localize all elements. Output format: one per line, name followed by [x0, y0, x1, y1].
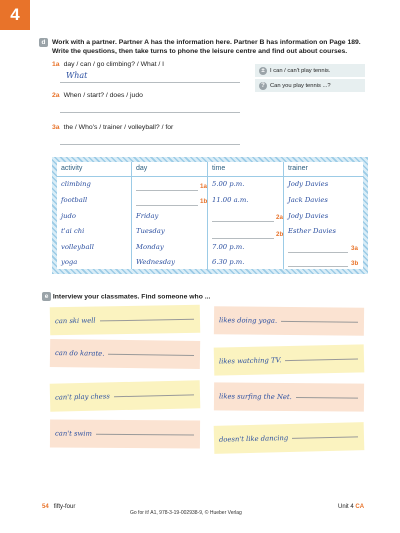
ref-label: 2b [276, 231, 284, 238]
blank-day[interactable] [136, 190, 198, 191]
header-trainer: trainer [288, 165, 308, 172]
task-e-instruction: e Interview your classmates. Find someone who ... [42, 292, 210, 301]
answer-1a-text: What [66, 71, 88, 80]
note-card[interactable]: can't swim [50, 419, 200, 448]
plus-minus-icon: ± [259, 67, 267, 75]
cell-day: Monday [136, 243, 164, 251]
blank-day[interactable] [136, 205, 198, 206]
header-time: time [212, 165, 226, 172]
ref-label: 2a [276, 214, 283, 221]
cell-time: 7.00 p.m. [212, 243, 245, 251]
cell-trainer: Jody Davies [288, 212, 329, 220]
task-e-badge: e [42, 292, 51, 301]
cell-activity: volleyball [61, 243, 94, 251]
cell-day: Tuesday [136, 227, 165, 235]
note-card[interactable]: likes doing yoga. [214, 306, 364, 336]
note-card[interactable]: doesn't like dancing [214, 422, 365, 454]
answer-line-1a[interactable] [60, 70, 240, 83]
column-divider [207, 162, 208, 269]
note-card[interactable]: can ski well [50, 305, 200, 336]
blank-trainer[interactable] [288, 266, 348, 267]
write-line [100, 318, 194, 321]
cell-time: 5.00 p.m. [212, 180, 245, 188]
cell-activity: yoga [61, 258, 78, 266]
answer-line-2a[interactable] [60, 100, 240, 113]
write-line [96, 433, 194, 435]
cell-activity: judo [61, 212, 76, 220]
answer-line-3a[interactable] [60, 132, 240, 145]
question-3a: 3a the / Who's / trainer / volleyball? / for [52, 124, 174, 131]
ref-label: 1b [200, 198, 208, 205]
question-2a: 2a When / start? / does / judo [52, 92, 143, 99]
column-divider [131, 162, 132, 269]
ref-label: 3a [351, 245, 358, 252]
table-header-row [57, 162, 363, 177]
write-line [296, 397, 358, 399]
courses-table [57, 162, 363, 269]
cell-day: Friday [136, 212, 159, 220]
cell-time: 11.00 a.m. [212, 196, 249, 204]
cell-trainer: Jack Davies [288, 196, 328, 204]
blank-trainer[interactable] [288, 252, 348, 253]
note-card[interactable]: can do karate. [50, 339, 200, 369]
cell-time: 6.30 p.m. [212, 258, 245, 266]
footer-unit: Unit 4 CA [338, 504, 365, 510]
ref-label: 3b [351, 260, 359, 267]
blank-time[interactable] [212, 221, 274, 222]
cell-activity: t'ai chi [61, 227, 85, 235]
write-line [108, 353, 194, 355]
header-day: day [136, 165, 148, 172]
question-icon: ? [259, 82, 267, 90]
cell-activity: football [61, 196, 88, 204]
task-d-instruction: d Work with a partner. Partner A has the information here. Partner B has information on Page 189. Write the questions, then take turns to phone the leisure centre and find out about courses. [42, 38, 362, 56]
cell-trainer: Jody Davies [288, 180, 329, 188]
cell-activity: climbing [61, 180, 91, 188]
task-d-badge: d [39, 38, 48, 47]
note-card[interactable]: likes surfing the Net. [214, 382, 364, 411]
footer-page-number: 54 fifty-four [42, 504, 76, 510]
write-line [114, 394, 194, 397]
ref-label: 1a [200, 183, 207, 190]
cell-trainer: Esther Davies [288, 227, 337, 235]
question-1a: 1a day / can / go climbing? / What / I [52, 61, 165, 68]
blank-time[interactable] [212, 238, 274, 239]
unit-tab: 4 [0, 0, 30, 30]
note-card[interactable]: can't play chess [50, 380, 201, 411]
header-activity: activity [61, 165, 83, 172]
write-line [281, 320, 358, 322]
phrase-box-question: ? Can you play tennis ...? [255, 79, 365, 92]
cell-day: Wednesday [136, 258, 175, 266]
column-divider [283, 162, 284, 269]
write-line [285, 358, 358, 361]
write-line [292, 436, 358, 439]
footer-credit: Go for it! A1, 978-3-19-002938-9, © Hueber Verlag [130, 510, 242, 516]
courses-table-frame [52, 157, 368, 274]
phrase-box-statement: ± I can / can't play tennis. [255, 64, 365, 77]
note-card[interactable]: likes watching TV. [214, 344, 365, 375]
